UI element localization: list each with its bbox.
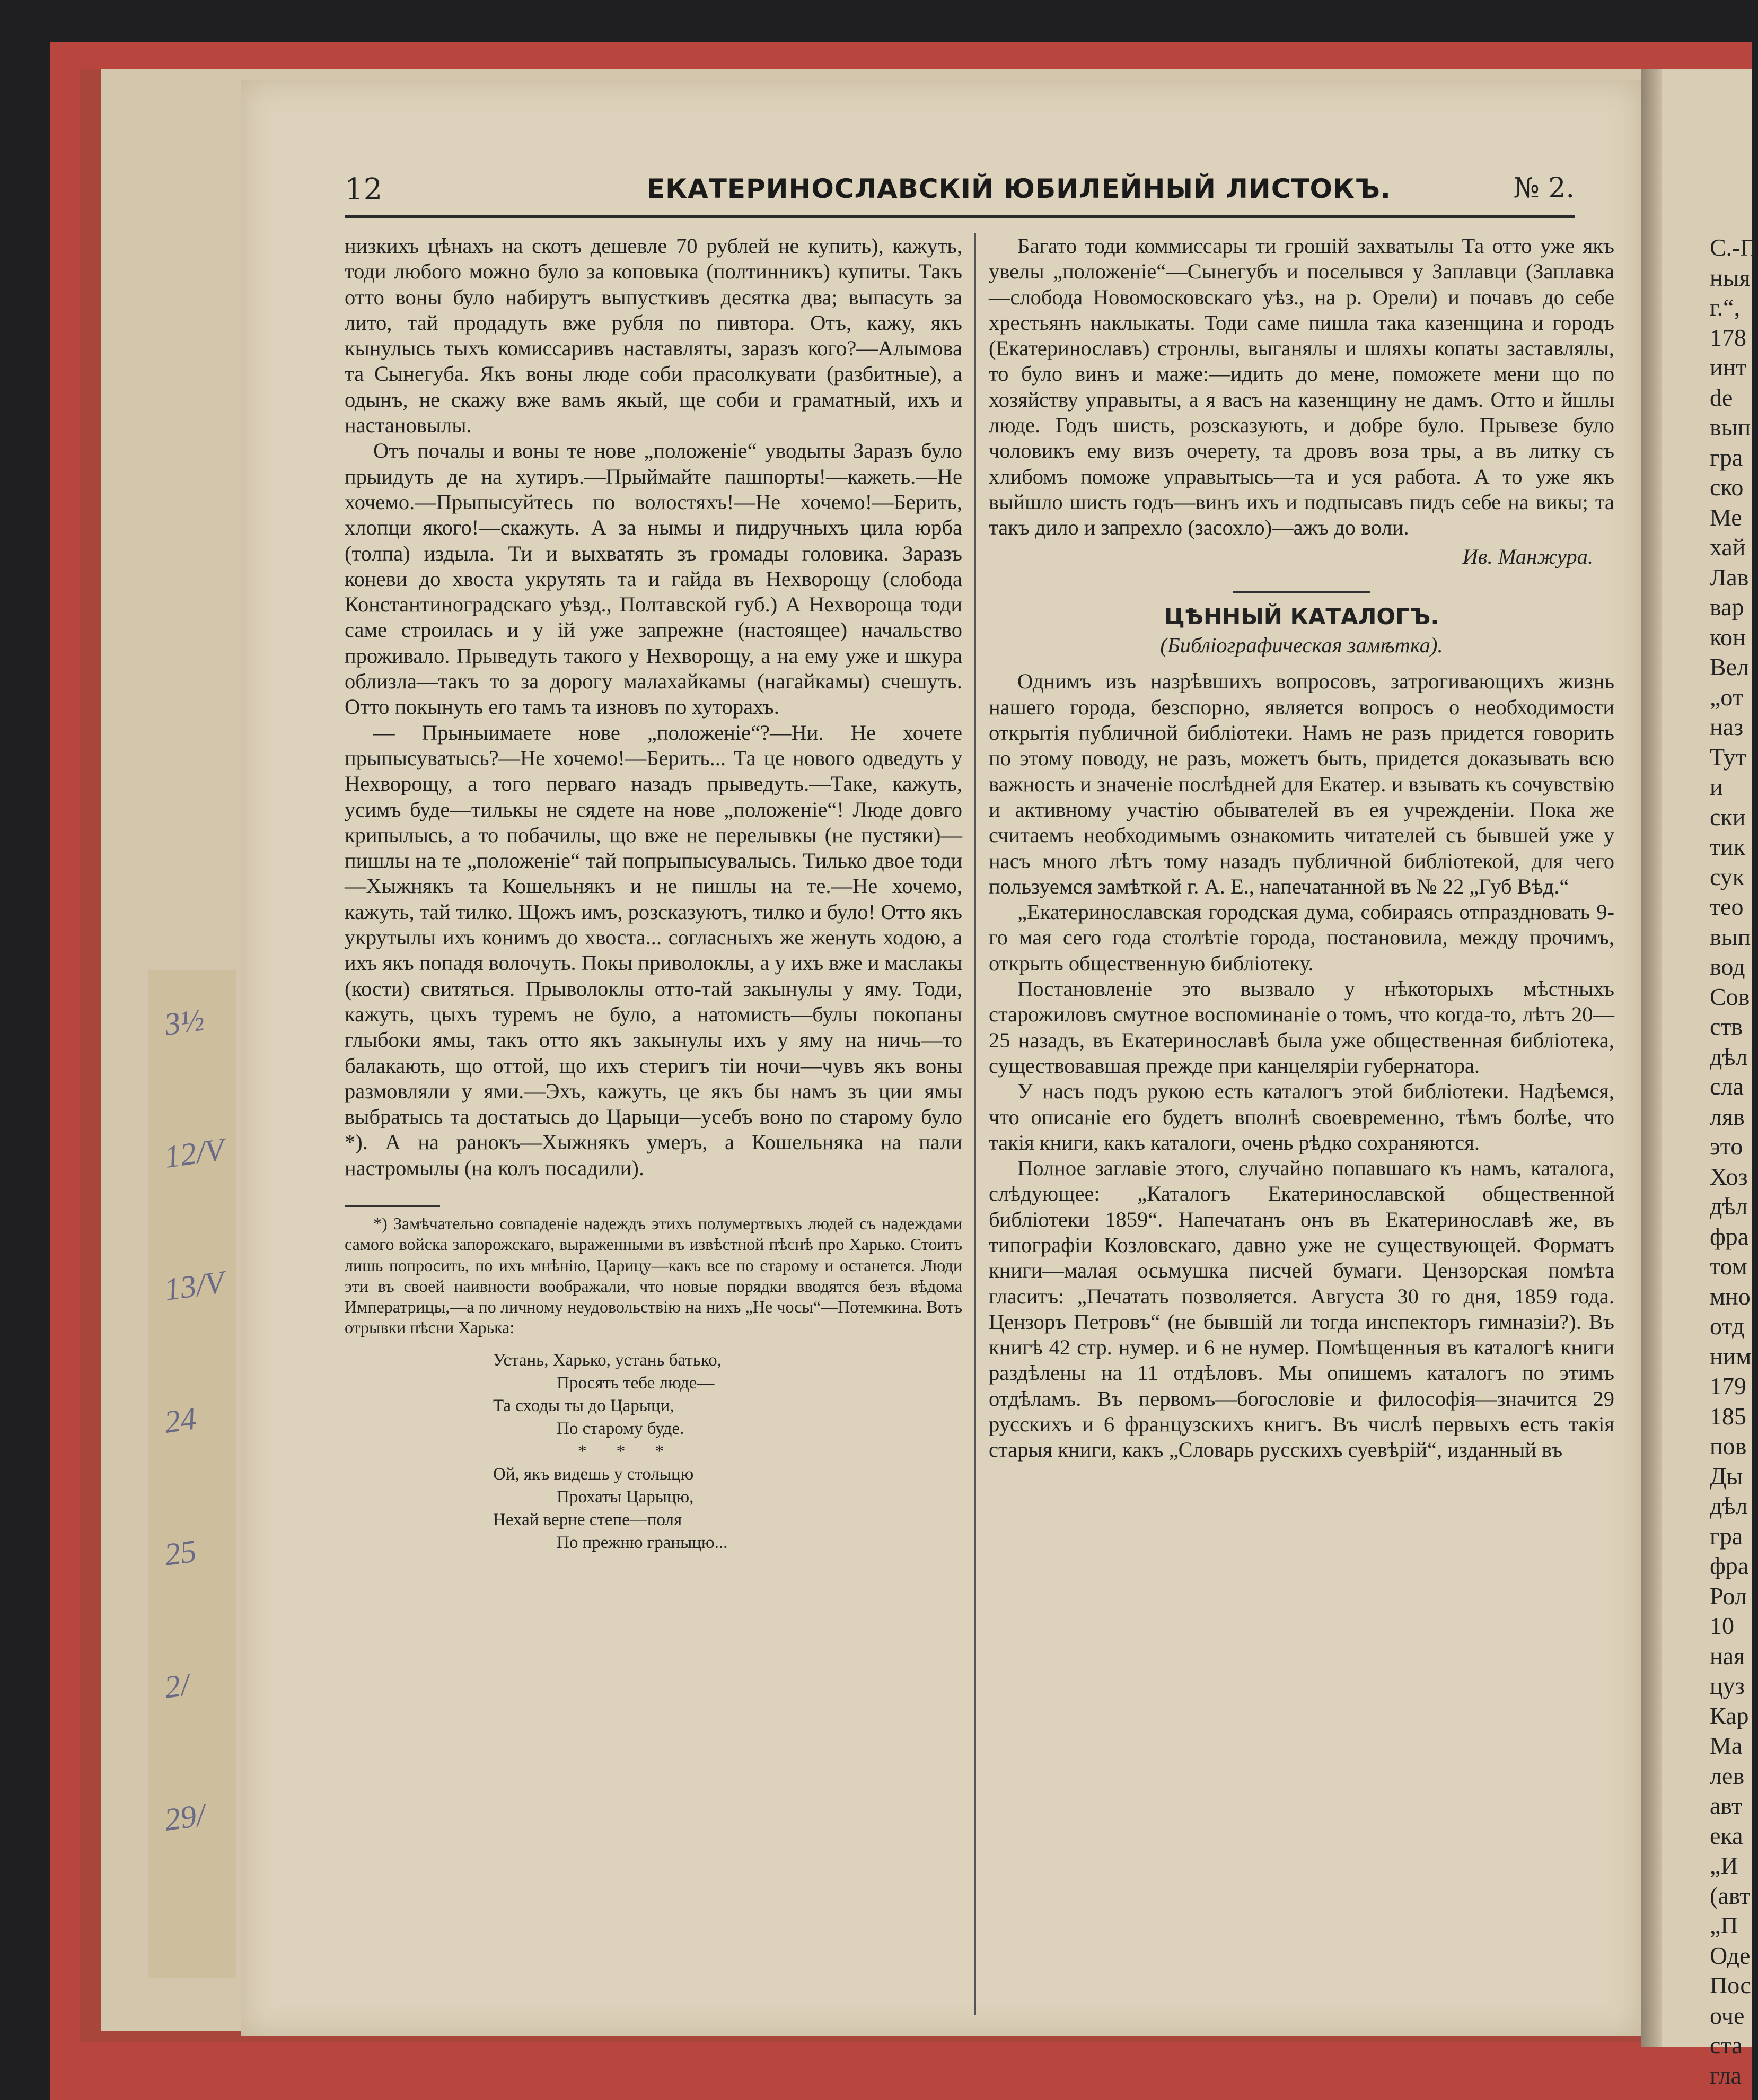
next-page-fragment: это	[1710, 1133, 1743, 1160]
next-page-fragment: ним	[1710, 1342, 1752, 1370]
next-page-fragment: Вел	[1710, 653, 1750, 680]
next-page-fragment: пов	[1710, 1432, 1747, 1459]
page-header	[345, 172, 1575, 215]
next-page-fragment: Рол	[1710, 1582, 1747, 1609]
handwritten-mark: 3½	[162, 1002, 207, 1043]
handwritten-mark: 24	[162, 1401, 199, 1440]
next-page-fragment: 179	[1710, 1372, 1746, 1399]
poem-line: Прохаты Царыцю,	[557, 1487, 694, 1507]
left-column	[345, 233, 962, 1554]
footnote-rule	[345, 1205, 440, 1207]
poem-line: Нехай верне степе—поля	[493, 1510, 682, 1529]
next-page-fragment: ека	[1710, 1822, 1743, 1849]
next-page-fragment: фра	[1710, 1552, 1749, 1579]
next-page-edge	[1662, 69, 1758, 2089]
next-page-fragment: de	[1710, 383, 1733, 411]
next-page-fragment: тик	[1710, 833, 1746, 860]
section-title: ЦѢННЫЙ КАТАЛОГЪ.	[1164, 603, 1439, 629]
next-page-fragment: „от	[1710, 683, 1743, 711]
book-gutter	[1641, 69, 1662, 2047]
next-page-fragment: Сов	[1710, 983, 1750, 1010]
poem	[345, 1349, 962, 1554]
paragraph: У насъ подъ рукою есть каталогъ этой библіотеки. Надѣемся, что описаніе его будетъ вполнѣ своевременно, тѣмъ болѣе, что такія книги, какъ каталоги, очень рѣдко сохраняются.	[989, 1079, 1614, 1154]
next-page-fragment: и	[1710, 773, 1723, 800]
next-page-fragment: Кар	[1710, 1702, 1749, 1729]
next-page-fragment: ныя	[1710, 264, 1751, 291]
next-page-fragment: „И	[1710, 1852, 1738, 1879]
next-page-fragment: гра	[1710, 443, 1743, 471]
next-page-fragment: Ма	[1710, 1732, 1743, 1759]
section-ornament	[1233, 591, 1370, 593]
next-page-fragment: Тут	[1710, 743, 1746, 771]
column-divider	[974, 233, 976, 2015]
next-page-fragment: вып	[1710, 923, 1751, 950]
next-page-fragment: цуз	[1710, 1672, 1745, 1699]
paragraph: Багато тоди коммиссары ти грошій захватылы Та отто уже якъ увелы „положеніе“—Сынегубъ и поселывся у Заплавци (Заплавка—слобода Новомосковскаго уѣз., на р. Орели) и почавъ до себе хрестьянъ наклыкаты. Тоди саме пишла така казенщина и городъ (Екатеринославъ) стронлы, выганялы и шляхы копаты заставлялы, то було винъ и маже:—идить до мене, поможете мени що по хозяйству управыты, а я васъ на казенщину не дамъ. Отто и йшлы люде. Годъ шисть, розсказують, и добре було. Прывезе було чоловикъ ему визъ очерету, та дровъ воза тры, а въ литку съ хлибомъ поможе управытысь—та и уся работа. А то уже якъ выйшло шисть годъ—винъ ихъ и подпысавъ пидъ себе на викы; та такъ дило и запрехло (засохло)—ажъ до воли.	[989, 234, 1614, 540]
poem-line: Просять тебе люде—	[557, 1373, 715, 1393]
margin-slip	[148, 970, 236, 1978]
poem-line: Устань, Харько, устань батько,	[493, 1350, 722, 1370]
next-page-fragment: Ме	[1710, 503, 1742, 531]
next-page-fragment: сла	[1710, 1073, 1744, 1100]
next-page-fragment: 178	[1710, 323, 1746, 351]
next-page-fragment: ски	[1710, 803, 1746, 830]
page-number: 12	[345, 172, 383, 207]
next-page-fragment: г.“,	[1710, 294, 1741, 321]
next-page-fragment: ско	[1710, 474, 1744, 501]
next-page-fragment: отд	[1710, 1312, 1745, 1340]
next-page-fragment: дѣл	[1710, 1193, 1748, 1220]
next-page-fragment: 185	[1710, 1402, 1746, 1430]
next-page-fragment: вып	[1710, 414, 1751, 441]
paragraph: „Екатеринославская городская дума, собираясь отпраздновать 9-го мая сего года столѣтіе города, постановила, между прочимъ, открыть общественную библіотеку.	[989, 900, 1614, 975]
next-page-fragment: ств	[1710, 1013, 1743, 1040]
next-page-fragment: вод	[1710, 953, 1745, 980]
next-page-fragment: ляв	[1710, 1102, 1745, 1130]
next-page-fragment: Ды	[1710, 1462, 1743, 1490]
next-page-fragment: ная	[1710, 1642, 1745, 1669]
paragraph: Полное заглавіе этого, случайно попавшаго къ намъ, каталога, слѣдующее: „Каталогъ Екатеринославской общественной библіотеки 1859“. Напечатанъ онъ въ Екатеринославѣ же, въ типографіи Козловскаго, давно уже не существующей. Форматъ книги—малая осьмушка писчей бумаги. Цензорская помѣта гласитъ: „Печатать позволяется. Августа 30 го дня, 1859 года. Цензоръ Петровъ“ (не бывшій ли тогда инспекторъ гимназіи?). Въ книгѣ 42 стр. нумер. и 6 не нумер. Помѣщенныя въ каталогѣ книги раздѣлены на 11 отдѣловъ. Мы опишемъ каталогъ по этимъ отдѣламъ. Въ первомъ—богословіе и философія—значится 29 русскихъ и 6 французскихъ книгъ. Въ числѣ первыхъ есть такія старыя книги, какъ „Словарь русскихъ суевѣрій“, изданный въ	[989, 1156, 1614, 1462]
handwritten-mark: 13/V	[162, 1264, 227, 1308]
next-page-fragment: наз	[1710, 713, 1744, 740]
poem-line: Та сходы ты до Царыци,	[493, 1396, 674, 1415]
poem-line: По прежню граныцю...	[557, 1533, 728, 1552]
next-page-fragment: гра	[1710, 1522, 1743, 1550]
paragraph: Отъ почалы и воны те нове „положеніе“ уводыты Заразъ було прыидуть де на хутиръ.—Прыймайте пашпорты!—кажеть.—Не хочемо.—Прыпысуйтесь по волостяхъ!—Не хочемо!—Берить, хлопци якого!—скажуть. А за нымы и пидручныхъ цила юрба (толпа) издыла. Ти и выхватять зъ громады головика. Заразъ коневи до хвоста укрутять та и гайда въ Нехворощу (слобода Константиноградскаго уѣзд., Полтавской губ.) А Нехвороща тоди саме строилась и у ій уже запрежне (настоящее) начальство проживало. Прыведуть такого у Нехворощу, а на ему уже и шкура облизла—такъ то за дорогу малахайкамы (нагайкамы) счешуть. Отто покынуть его тамъ та изновъ по хуторахъ.	[345, 439, 962, 719]
next-page-fragment: мно	[1710, 1282, 1751, 1310]
handwritten-mark: 29/	[162, 1797, 208, 1838]
next-page-fragment: хай	[1710, 533, 1746, 561]
next-page-fragment: лев	[1710, 1762, 1745, 1789]
next-page-fragment: фра	[1710, 1222, 1749, 1250]
paragraph: низкихъ цѣнахъ на скотъ дешевле 70 рублей не купить), кажуть, тоди любого можно було за коповыка (полтинникъ) купиты. Такъ отто воны було набирутъ выпусткивъ десятка два; выпасуть за лито, тай продадуть вже рубля по пивтора. Отъ, кажу, якъ кынулысь тыхъ комисcаривъ наставляты, заразъ кого?—Алымова та Сынегуба. Якъ воны люде соби прасолкувати (разбитные), а одынъ, не скажу вже вамъ якый, ще соби и граматный, ихъ и настановылы.	[345, 234, 962, 438]
handwritten-mark: 25	[162, 1533, 199, 1573]
next-page-fragment: дѣл	[1710, 1043, 1748, 1070]
paragraph: Однимъ изъ назрѣвшихъ вопросовъ, затрогивающихъ жизнь нашего города, безспорно, является вопросъ о необходимости открытія публичной библіотеки. Намъ не разъ придется говорить по этому поводу, не разъ, можетъ быть, придется доказывать всю важность и значеніе послѣдней для Екатер. и взывать къ сочувствію и активному участію обывателей въ ея учрежденіи. Пока же считаемъ необходимымъ ознакомить читателей съ бывшей уже у насъ много лѣтъ тому назадъ публичной библіотекой, для чего пользуемся замѣткой г. А. Е., напечатанной въ № 22 „Губ Вѣд.“	[989, 669, 1614, 898]
next-page-fragment: дѣл	[1710, 1492, 1748, 1519]
next-page-fragment: (авт	[1710, 1882, 1751, 1909]
section-subtitle: (Библіографическая замѣтка).	[1160, 633, 1443, 658]
next-page-fragment: „П	[1710, 1912, 1738, 1939]
next-page-fragment: вар	[1710, 593, 1744, 620]
next-page-fragment: кон	[1710, 623, 1746, 651]
next-page-fragment: инт	[1710, 354, 1747, 381]
next-page-fragment: оче	[1710, 2001, 1745, 2029]
next-page-fragment: С.-П	[1710, 234, 1758, 261]
footnote: *) Замѣчательно совпаденіе надеждъ этихъ полумертвыхъ людей съ надеждами самого войска запорожскаго, выраженными въ извѣстной пѣснѣ про Харько. Стоитъ лишь попросить, по ихъ мнѣнію, Царицу—какъ все по старому и останется. Люди эти въ своей наивности воображали, что новые порядки вводятся безъ вѣдома Императрицы,—а по личному неудовольствію на нихъ „Не чосы“—Потемкина. Вотъ отрывки пѣсни Харька:	[345, 1213, 962, 1337]
next-page-fragment: Лав	[1710, 563, 1749, 591]
handwritten-mark: 12/V	[162, 1131, 227, 1175]
handwritten-mark: 2/	[162, 1667, 192, 1705]
next-page-fragment: 10	[1710, 1612, 1734, 1639]
next-page-fragment: авт	[1710, 1792, 1743, 1819]
next-page-fragment: том	[1710, 1253, 1747, 1280]
next-page-fragment: гла	[1710, 2061, 1742, 2089]
right-column	[989, 233, 1614, 1463]
header-rule	[345, 215, 1575, 218]
issue-number: № 2.	[1513, 172, 1575, 204]
next-page-fragment: тео	[1710, 893, 1744, 920]
paragraph: Постановленіе это вызвало у нѣкоторыхъ мѣстныхъ старожиловъ смутное воспоминаніе о томъ, что когда-то, лѣтъ 20—25 назадъ, въ Екатеринославѣ была уже общественная библіотека, существовавшая прежде при канцеляріи губернатора.	[989, 977, 1614, 1078]
poem-stars: * * *	[578, 1441, 676, 1461]
next-page-fragment: ста	[1710, 2032, 1743, 2059]
next-page-fragment: сук	[1710, 863, 1745, 890]
next-page-fragment: Оде	[1710, 1941, 1751, 1969]
paragraph: — Прыныимаете нове „положеніе“?—Ни. Не хочете прыпысуватысь?—Не хочемо!—Берить... Та це нового одведуть у Нехворощу, а того перваго назадъ прыведуть.—Таке, кажуть, усимъ буде—тилькы не сядете на нове „положеніе“! Люде довго крипылысь, а то побачилы, що вже не перелывкы (не пустяки)—пишлы на те „положеніе“ тай попрыпысувалысь. Тилько двое тоди—Хыжнякъ та Кошельнякъ и не пишлы на те.—Не хочемо, кажуть, тай тилко. Щожъ имъ, розсказуютъ, тилко и було! Отто якъ укрутылы ихъ конимъ до хвоста... согласныхъ же женуть ходою, а ихъ якъ попадя волочуть. Покы приволоклы, а у ихъ вже и маслакы (кости) свитяться. Прыволоклы отто-тай закынулы у яму. Тоди, кажуть, цыхъ туремъ не було, а натомисть—булы покопаны глыбоки ямы, такъ отто якъ закынулы ихъ у яму на ничь—то балакають, що оттой, що ихъ стеригъ тіи ночи—чувъ якъ воны размовляли у ями.—Эхъ, кажуть, це якъ бы намъ зъ ции ямы выбратысь та достатысь до Царыци—усебъ воно по старому було *). А на ранокъ—Хыжнякъ умеръ, а Кошельняка на пали настромылы (на колъ посадили).	[345, 720, 962, 1180]
masthead-title: ЕКАТЕРИНОСЛАВСКІЙ ЮБИЛЕЙНЫЙ ЛИСТОКЪ.	[647, 173, 1391, 204]
poem-line: По старому буде.	[557, 1419, 684, 1438]
poem-line: Ой, якъ видешь у столыцю	[493, 1464, 694, 1484]
next-page-fragment: Хоз	[1710, 1162, 1748, 1190]
signature: Ив. Манжура.	[1462, 544, 1593, 568]
next-page-fragment: Пос	[1710, 1972, 1751, 1999]
